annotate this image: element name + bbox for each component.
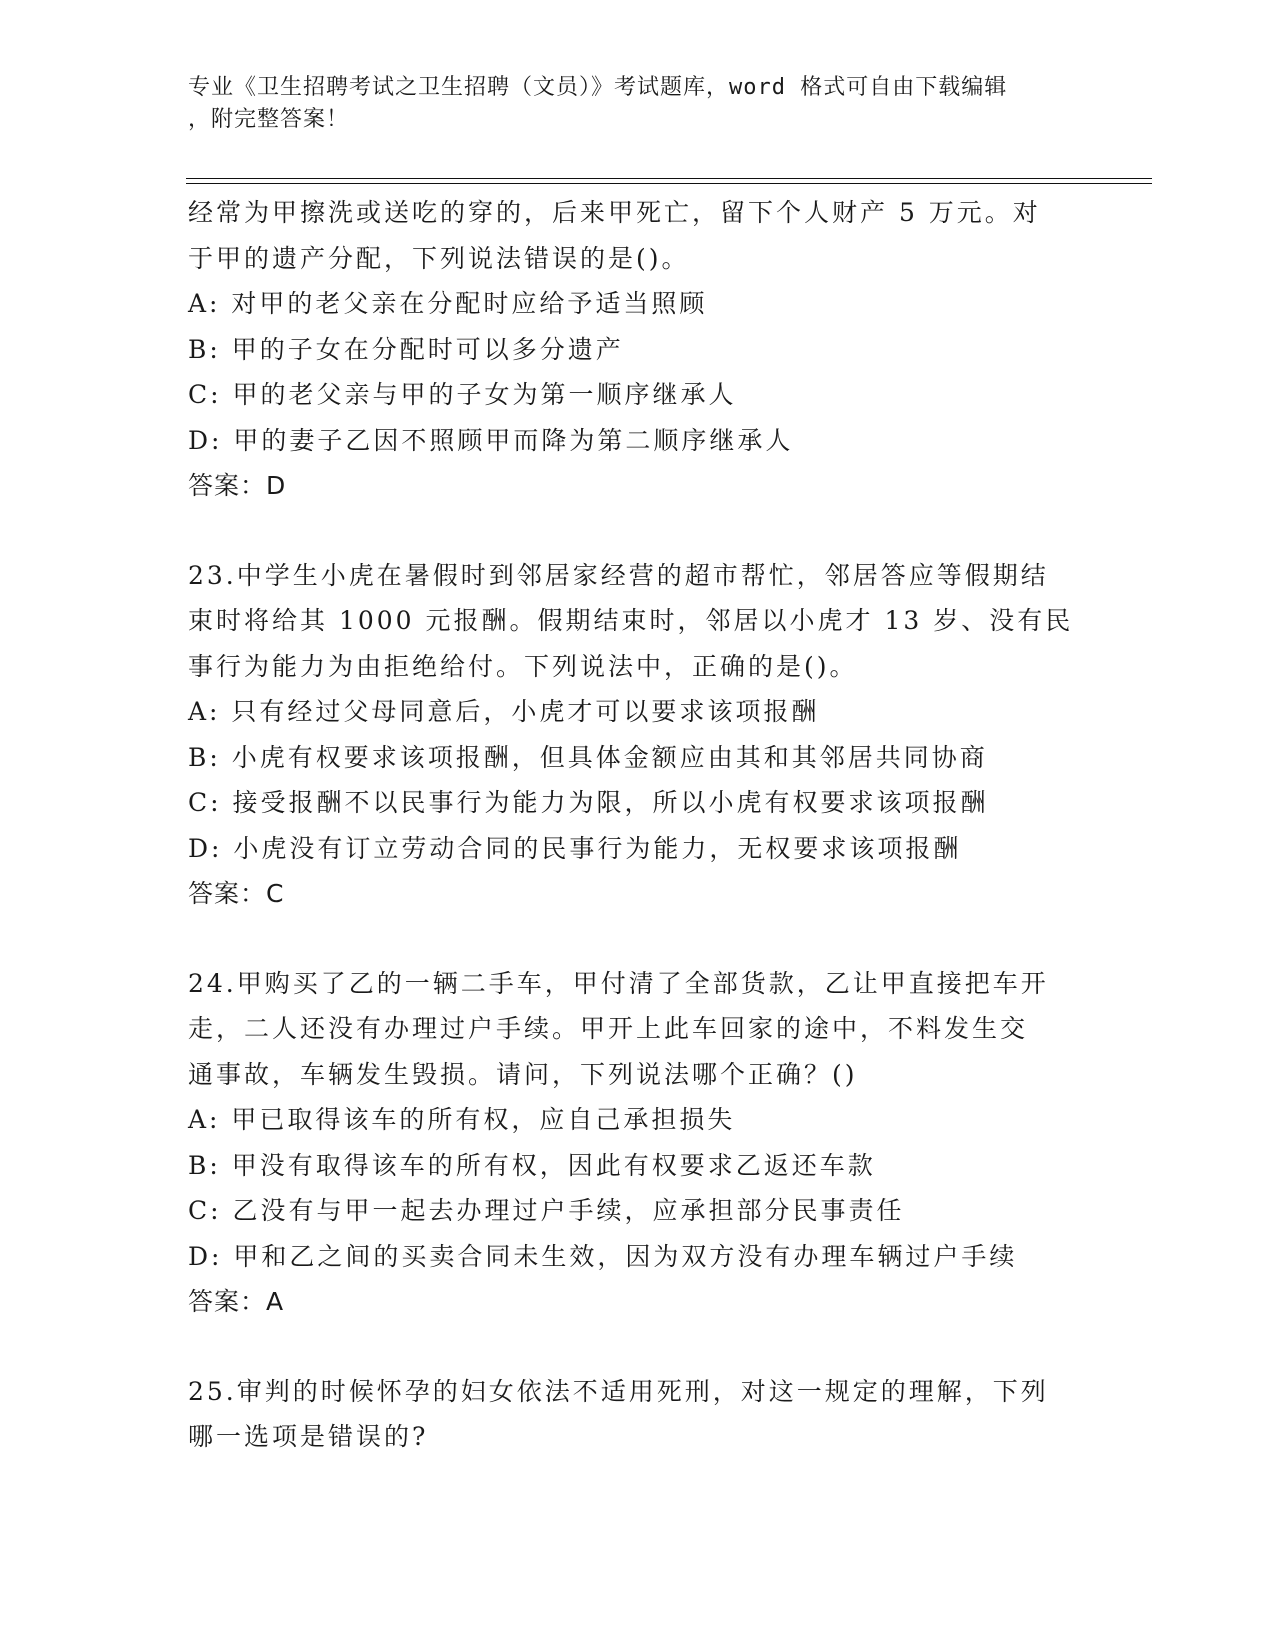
option-a: A: 对甲的老父亲在分配时应给予适当照顾 xyxy=(188,289,708,318)
spacer xyxy=(188,1325,1088,1369)
answer-label: 答案：A xyxy=(188,1287,285,1316)
question-stem-line: 束时将给其 1000 元报酬。假期结束时，邻居以小虎才 13 岁、没有民 xyxy=(188,606,1074,635)
question-stem-line: 23.中学生小虎在暑假时到邻居家经营的超市帮忙，邻居答应等假期结 xyxy=(188,560,1049,590)
spacer xyxy=(188,509,1088,553)
question-stem-line: 经常为甲擦洗或送吃的穿的，后来甲死亡，留下个人财产 5 万元。对 xyxy=(188,198,1041,227)
option-b: B: 甲没有取得该车的所有权，因此有权要求乙返还车款 xyxy=(188,1150,876,1180)
option-d: D: 甲的妻子乙因不照顾甲而降为第二顺序继承人 xyxy=(188,425,794,455)
option-c: C: 乙没有与甲一起去办理过户手续，应承担部分民事责任 xyxy=(188,1196,905,1225)
option-c: C: 甲的老父亲与甲的子女为第一顺序继承人 xyxy=(188,380,737,409)
question-stem-line: 哪一选项是错误的? xyxy=(188,1422,429,1451)
header-rule-bottom xyxy=(186,183,1152,184)
option-b: B: 小虎有权要求该项报酬，但具体金额应由其和其邻居共同协商 xyxy=(188,742,988,772)
header-line-1: 专业《卫生招聘考试之卫生招聘（文员）》考试题库，word 格式可自由下载编辑 xyxy=(188,75,1008,100)
question-25 xyxy=(188,1369,1088,1460)
header-line-2: ，附完整答案！ xyxy=(188,107,350,132)
spacer xyxy=(188,917,1088,961)
option-c: C: 接受报酬不以民事行为能力为限，所以小虎有权要求该项报酬 xyxy=(188,788,989,817)
option-a: A: 只有经过父母同意后，小虎才可以要求该项报酬 xyxy=(188,697,820,726)
question-stem-line: 事行为能力为由拒绝给付。下列说法中，正确的是()。 xyxy=(188,651,858,681)
question-stem-line: 24.甲购买了乙的一辆二手车，甲付清了全部货款，乙让甲直接把车开 xyxy=(188,968,1049,998)
document-header xyxy=(188,72,1088,136)
question-22 xyxy=(188,190,1088,509)
answer-label: 答案：D xyxy=(188,471,287,500)
header-rule-top xyxy=(186,178,1152,179)
question-24 xyxy=(188,961,1088,1325)
option-b: B: 甲的子女在分配时可以多分遗产 xyxy=(188,334,624,364)
question-stem-line: 通事故，车辆发生毁损。请问，下列说法哪个正确？() xyxy=(188,1059,858,1089)
question-stem-line: 于甲的遗产分配，下列说法错误的是()。 xyxy=(188,243,690,273)
question-23 xyxy=(188,553,1088,917)
answer-label: 答案：C xyxy=(188,879,285,908)
option-d: D: 甲和乙之间的买卖合同未生效，因为双方没有办理车辆过户手续 xyxy=(188,1241,1018,1271)
question-list xyxy=(188,190,1088,1460)
question-stem-line: 走，二人还没有办理过户手续。甲开上此车回家的途中，不料发生交 xyxy=(188,1014,1029,1043)
question-stem-line: 25.审判的时候怀孕的妇女依法不适用死刑，对这一规定的理解，下列 xyxy=(188,1376,1049,1406)
option-a: A: 甲已取得该车的所有权，应自己承担损失 xyxy=(188,1105,736,1134)
option-d: D: 小虎没有订立劳动合同的民事行为能力，无权要求该项报酬 xyxy=(188,833,962,863)
